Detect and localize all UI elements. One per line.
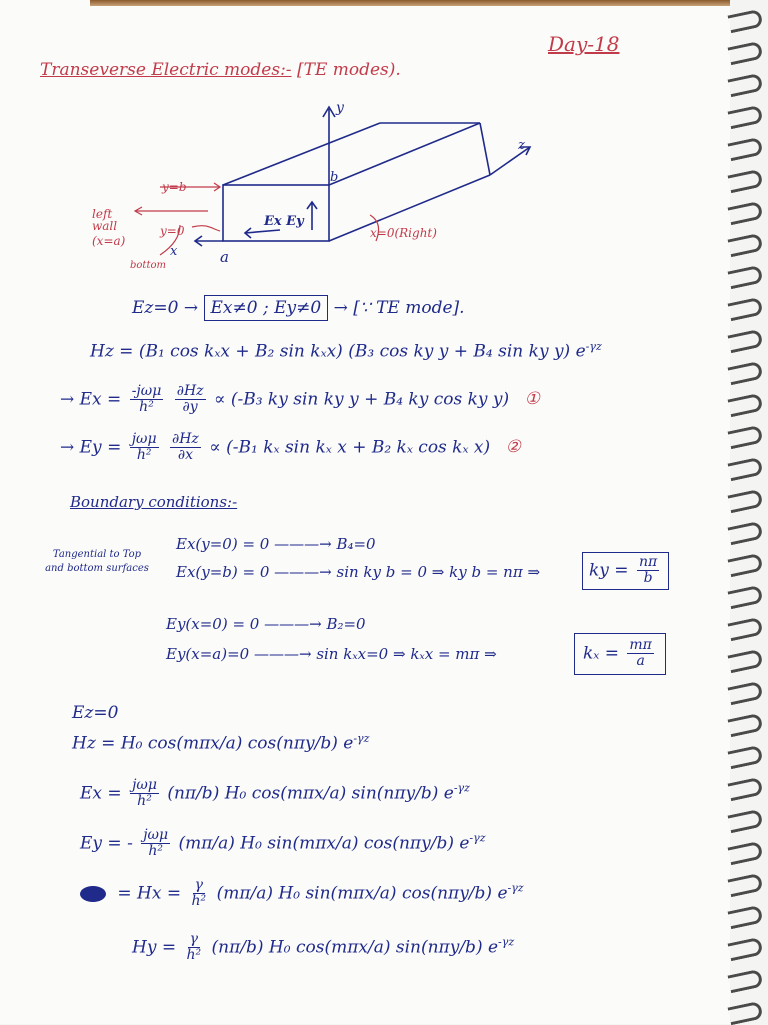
page-title bbox=[40, 60, 401, 80]
kx-result-box bbox=[574, 633, 666, 675]
field-hz-exp: -γz bbox=[353, 732, 370, 745]
field-hz bbox=[72, 732, 369, 754]
spiral-ring bbox=[727, 489, 763, 513]
ez-zero: Ez=0 bbox=[132, 298, 179, 318]
label-left-wall: left wall bbox=[92, 207, 118, 233]
spiral-ring bbox=[727, 105, 763, 129]
ex-ey-nonzero: Ex≠0 ; Ey≠0 bbox=[204, 295, 329, 321]
spiral-ring bbox=[727, 553, 763, 577]
hz-general-text: Hz = (B₁ cos kₓx + B₂ sin kₓx) (B₃ cos ky y + B₄ sin ky y) e bbox=[90, 341, 586, 362]
ky-result-box bbox=[582, 552, 669, 590]
label-y-eq-b: y=b bbox=[162, 180, 187, 194]
field-hx-lhs: = Hx = bbox=[117, 883, 182, 904]
field-ex bbox=[80, 778, 470, 810]
label-x-eq-a: (x=a) bbox=[92, 234, 126, 248]
axis-y-label: y bbox=[336, 100, 344, 116]
label-b: b bbox=[330, 170, 339, 185]
spiral-ring bbox=[727, 713, 763, 737]
field-hx-exp: -γz bbox=[507, 881, 524, 895]
label-bottom: bottom bbox=[130, 260, 166, 271]
spiral-ring bbox=[727, 425, 763, 449]
ex-tag: ① bbox=[524, 389, 540, 410]
spiral-ring bbox=[727, 233, 763, 257]
field-hy-lhs: Hy = bbox=[132, 937, 177, 958]
bc-ex-y0: Ex(y=0) = 0 ———→ B₄=0 bbox=[176, 535, 376, 553]
ey-derivative: $\frac{\partial Hz}{\partial x}$ bbox=[171, 431, 199, 464]
ky-frac: $\frac{n\pi}{b}$ bbox=[638, 554, 658, 587]
page-top-edge bbox=[90, 0, 730, 6]
field-hx bbox=[80, 878, 524, 910]
field-ex-exp: -γz bbox=[453, 781, 470, 795]
ex-rhs: ∝ (-B₃ ky sin ky y + B₄ ky cos ky y) bbox=[213, 389, 510, 410]
field-ex-lhs: Ex = bbox=[80, 783, 122, 804]
kx-frac: $\frac{m\pi}{a}$ bbox=[629, 637, 652, 670]
field-hy bbox=[132, 932, 514, 964]
spiral-ring bbox=[727, 361, 763, 385]
spiral-ring bbox=[727, 937, 763, 961]
ey-lhs: → Ey = bbox=[60, 437, 122, 458]
spiral-ring bbox=[727, 585, 763, 609]
spiral-ring bbox=[727, 649, 763, 673]
label-a: a bbox=[220, 248, 229, 266]
field-hy-exp: -γz bbox=[498, 935, 515, 949]
boundary-heading: Boundary conditions:- bbox=[70, 493, 238, 511]
spiral-ring bbox=[727, 873, 763, 897]
bc-ey-xa: Ey(x=a)=0 ———→ sin kₓx=0 ⇒ kₓx = mπ ⇒ bbox=[166, 645, 497, 663]
spiral-ring bbox=[727, 905, 763, 929]
spiral-ring bbox=[727, 265, 763, 289]
spiral-ring bbox=[727, 1001, 763, 1025]
ey-coef: $\frac{\text{jωμ}}{\text{h²}}$ bbox=[131, 431, 157, 464]
field-hy-coef: $\frac{\gamma}{\text{h²}}$ bbox=[186, 931, 202, 964]
te-condition: Ez=0 → Ex≠0 ; Ey≠0 → [∵ TE mode]. bbox=[132, 298, 465, 318]
field-ey-exp: -γz bbox=[469, 831, 486, 845]
field-ey-lhs: Ey = - bbox=[80, 833, 133, 854]
field-labels: Ex Ey bbox=[264, 214, 304, 229]
spiral-ring bbox=[727, 777, 763, 801]
field-ey bbox=[80, 828, 486, 860]
field-hz-text: Hz = H₀ cos(mπx/a) cos(nπy/b) e bbox=[72, 733, 354, 754]
spiral-ring bbox=[727, 617, 763, 641]
spiral-ring bbox=[727, 329, 763, 353]
spiral-ring bbox=[727, 393, 763, 417]
spiral-ring bbox=[727, 809, 763, 833]
field-hy-rhs: (nπ/b) H₀ cos(mπx/a) sin(nπy/b) e bbox=[211, 937, 499, 958]
spiral-ring bbox=[727, 41, 763, 65]
field-ex-rhs: (nπ/b) H₀ cos(mπx/a) sin(nπy/b) e bbox=[167, 783, 454, 804]
spiral-ring bbox=[727, 297, 763, 321]
spiral-ring bbox=[727, 521, 763, 545]
bc-ey-x0: Ey(x=0) = 0 ———→ B₂=0 bbox=[166, 615, 366, 633]
ex-coef: $\frac{\text{-jωμ}}{\text{h²}}$ bbox=[131, 383, 162, 416]
spiral-ring bbox=[727, 169, 763, 193]
spiral-ring bbox=[727, 9, 763, 33]
ey-rhs: ∝ (-B₁ kₓ sin kₓ x + B₂ kₓ cos kₓ x) bbox=[209, 437, 491, 458]
spiral-ring bbox=[727, 745, 763, 769]
axis-z-label: z bbox=[518, 138, 525, 153]
field-ez: Ez=0 bbox=[72, 703, 119, 723]
spiral-ring bbox=[727, 73, 763, 97]
spiral-ring bbox=[727, 137, 763, 161]
axis-x-label: x bbox=[170, 244, 178, 259]
field-ey-rhs: (mπ/a) H₀ sin(mπx/a) cos(nπy/b) e bbox=[178, 833, 470, 854]
spiral-ring bbox=[727, 457, 763, 481]
notebook-spiral-binding bbox=[730, 0, 768, 1024]
tangential-note: Tangential to Top and bottom surfaces bbox=[45, 549, 149, 574]
field-hx-rhs: (mπ/a) H₀ sin(mπx/a) cos(nπy/b) e bbox=[216, 883, 508, 904]
ky-lhs: ky = bbox=[589, 560, 629, 581]
spiral-ring bbox=[727, 969, 763, 993]
kx-lhs: kₓ = bbox=[583, 643, 619, 664]
hz-general-exp: -γz bbox=[585, 340, 602, 353]
scribble-mark bbox=[80, 886, 106, 902]
ey-tag: ② bbox=[505, 437, 521, 458]
ex-lhs: → Ex = bbox=[60, 389, 122, 410]
spiral-ring bbox=[727, 681, 763, 705]
day-label: Day-18 bbox=[548, 32, 620, 56]
spiral-ring bbox=[727, 201, 763, 225]
te-mode-note: [∵ TE mode]. bbox=[353, 298, 465, 318]
title-paren: [TE modes). bbox=[296, 60, 401, 80]
field-ey-coef: $\frac{\text{jωμ}}{\text{h²}}$ bbox=[143, 827, 169, 860]
title-main: Transeverse Electric modes:- bbox=[40, 60, 292, 80]
bc-ex-yb: Ex(y=b) = 0 ———→ sin ky b = 0 ⇒ ky b = nπ ⇒ bbox=[176, 563, 541, 581]
field-hx-coef: $\frac{\gamma}{\text{h²}}$ bbox=[191, 877, 207, 910]
ex-derivative: $\frac{\partial Hz}{\partial y}$ bbox=[176, 383, 204, 416]
label-x0-right: x=0(Right) bbox=[370, 226, 437, 240]
hz-general bbox=[90, 340, 602, 362]
ex-equation bbox=[60, 384, 540, 416]
ey-equation bbox=[60, 432, 521, 464]
spiral-ring bbox=[727, 841, 763, 865]
label-y-eq-0: y=0 bbox=[160, 224, 185, 238]
waveguide-diagram bbox=[80, 95, 550, 275]
field-ex-coef: $\frac{\text{jωμ}}{\text{h²}}$ bbox=[132, 777, 157, 810]
